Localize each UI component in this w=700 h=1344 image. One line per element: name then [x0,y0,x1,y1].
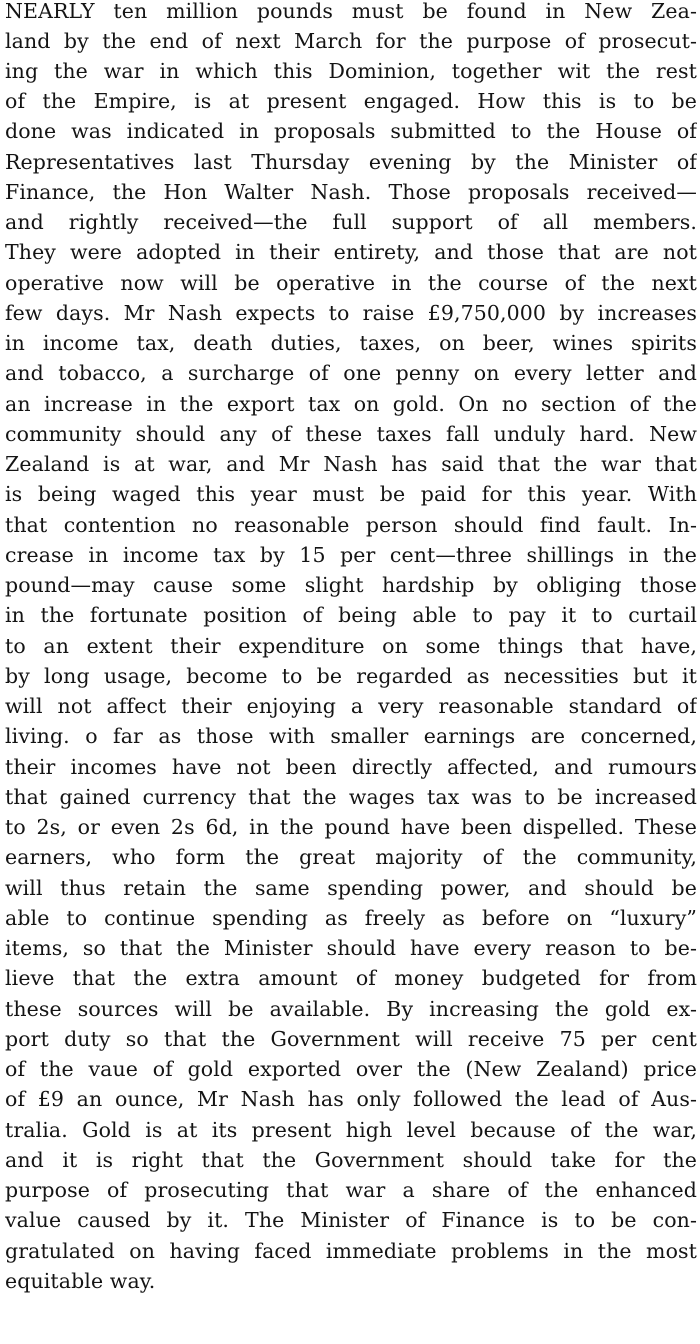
article-line: They were adopted in their entirety, and those that are not [5,240,697,264]
article-line: of £9 an ounce, Mr Nash has only followed the lead of Aus- [5,1087,697,1111]
article-line: earners, who form the great majority of the community, [5,845,697,869]
article-line: will not affect their enjoying a very reasonable standard of [5,694,697,718]
article-line: and tobacco, a surcharge of one penny on every letter and [5,361,697,385]
article-line: and it is right that the Government should take for the [5,1148,697,1172]
article-line: their incomes have not been directly affected, and rumours [5,755,697,779]
article-line: and rightly received—the full support of all members. [5,210,697,234]
article-line: equitable way. [5,1269,156,1293]
article-line: gratulated on having faced immediate problems in the most [5,1239,697,1263]
article-line: lieve that the extra amount of money budgeted for from [5,966,697,990]
article-line: items, so that the Minister should have every reason to be- [5,936,697,960]
article-line: living. o far as those with smaller earnings are concerned, [5,724,697,748]
article-line: tralia. Gold is at its present high level because of the war, [5,1118,697,1142]
article-line: operative now will be operative in the course of the next [5,271,697,295]
article-line: an increase in the export tax on gold. On no section of the [5,392,697,416]
article-line: in the fortunate position of being able to pay it to curtail [5,603,697,627]
article-line: ing the war in which this Dominion, together wit the rest [5,59,697,83]
article-line: done was indicated in proposals submitted to the House of [5,119,697,143]
article-line: Representatives last Thursday evening by the Minister of [5,150,697,174]
article-line: community should any of these taxes fall unduly hard. New [5,422,697,446]
article-line: pound—may cause some slight hardship by obliging those [5,573,697,597]
article-line: of the vaue of gold exported over the (New Zealand) price [5,1057,697,1081]
article-line: to 2s, or even 2s 6d, in the pound have been dispelled. These [5,815,697,839]
article-line: able to continue spending as freely as before on “luxury” [5,906,697,930]
article-line: will thus retain the same spending power, and should be [5,876,697,900]
article-line: to an extent their expenditure on some things that have, [5,634,697,658]
article-line: these sources will be available. By increasing the gold ex- [5,997,697,1021]
article-line: Finance, the Hon Walter Nash. Those proposals received— [5,180,697,204]
article-line: purpose of prosecuting that war a share of the enhanced [5,1178,697,1202]
article-line: Zealand is at war, and Mr Nash has said that the war that [5,452,697,476]
article-line: is being waged this year must be paid for this year. With [5,482,697,506]
article-line: few days. Mr Nash expects to raise £9,750,000 by increases [5,301,697,325]
article-line: by long usage, become to be regarded as necessities but it [5,664,697,688]
article-line: port duty so that the Government will receive 75 per cent [5,1027,697,1051]
article-line: of the Empire, is at present engaged. How this is to be [5,89,697,113]
article-line: crease in income tax by 15 per cent—three shillings in the [5,543,697,567]
article-line: that gained currency that the wages tax was to be increased [5,785,697,809]
article-line: value caused by it. The Minister of Finance is to be con- [5,1208,697,1232]
article-line: that contention no reasonable person should find fault. In- [5,513,697,537]
article-line: land by the end of next March for the purpose of prosecut- [5,29,697,53]
article-line: NEARLY ten million pounds must be found in New Zea- [5,0,697,23]
article-line: in income tax, death duties, taxes, on beer, wines spirits [5,331,697,355]
